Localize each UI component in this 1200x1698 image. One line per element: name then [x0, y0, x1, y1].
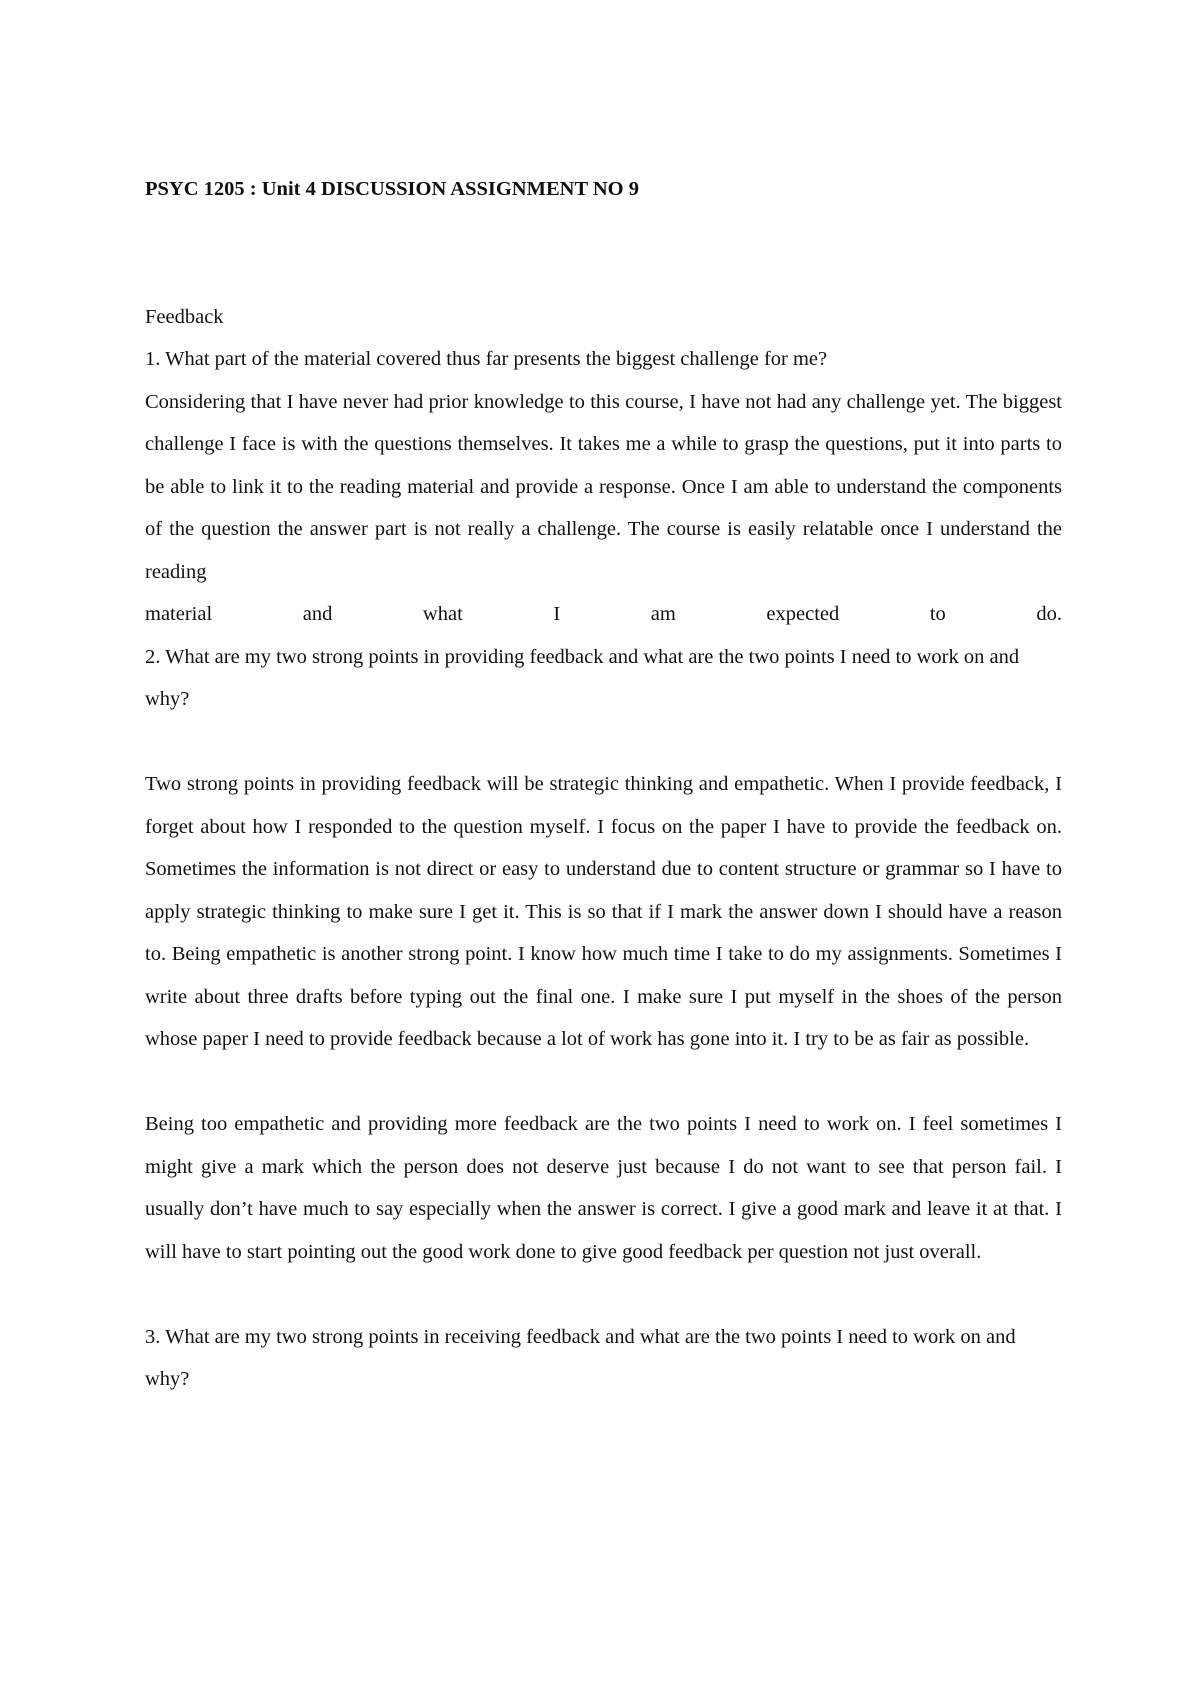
answer-1-last-line: material and what I am expected to do. [145, 603, 1062, 625]
section-heading: Feedback [145, 305, 224, 328]
document-title: PSYC 1205 : Unit 4 DISCUSSION ASSIGNMENT NO 9 [145, 178, 639, 200]
question-3: 3. What are my two strong points in receiving feedback and what are the two points I need to work on and why? [145, 1325, 1016, 1390]
blank-line [145, 1273, 1062, 1316]
answer-2-paragraph-2: Being too empathetic and providing more feedback are the two points I need to work on. I feel sometimes I might give a mark which the person does not deserve just because I do not want to see that person fail. I usually don’t have much to say especially when the answer is correct. I give a good mark and leave it at that. I will have to start pointing out the good work done to give good feedback per question not just overall. [145, 1113, 1062, 1263]
blank-line [145, 721, 1062, 764]
blank-line [145, 1061, 1062, 1104]
answer-1-body: Considering that I have never had prior knowledge to this course, I have not had any challenge yet. The biggest challenge I face is with the questions themselves. It takes me a while to grasp the questions, put it into parts to be able to link it to the reading material and provide a response. Once I am able to understand the components of the question the answer part is not really a challenge. The course is easily relatable once I understand the reading [145, 390, 1062, 583]
answer-2-paragraph-1: Two strong points in providing feedback will be strategic thinking and empathetic. When I provide feedback, I forget about how I responded to the question myself. I focus on the paper I have to provide the feedback on. Sometimes the information is not direct or easy to understand due to content structure or grammar so I have to apply strategic thinking to make sure I get it. This is so that if I mark the answer down I should have a reason to. Being empathetic is another strong point. I know how much time I take to do my assignments. Sometimes I write about three drafts before typing out the final one. I make sure I put myself in the shoes of the person whose paper I need to provide feedback because a lot of work has gone into it. I try to be as fair as possible. [145, 773, 1062, 1050]
document-page [145, 168, 1062, 1401]
question-2: 2. What are my two strong points in providing feedback and what are the two points I need to work on and why? [145, 645, 1020, 710]
question-1: 1. What part of the material covered thus far presents the biggest challenge for me? [145, 348, 828, 370]
title-spacer [145, 211, 1062, 296]
